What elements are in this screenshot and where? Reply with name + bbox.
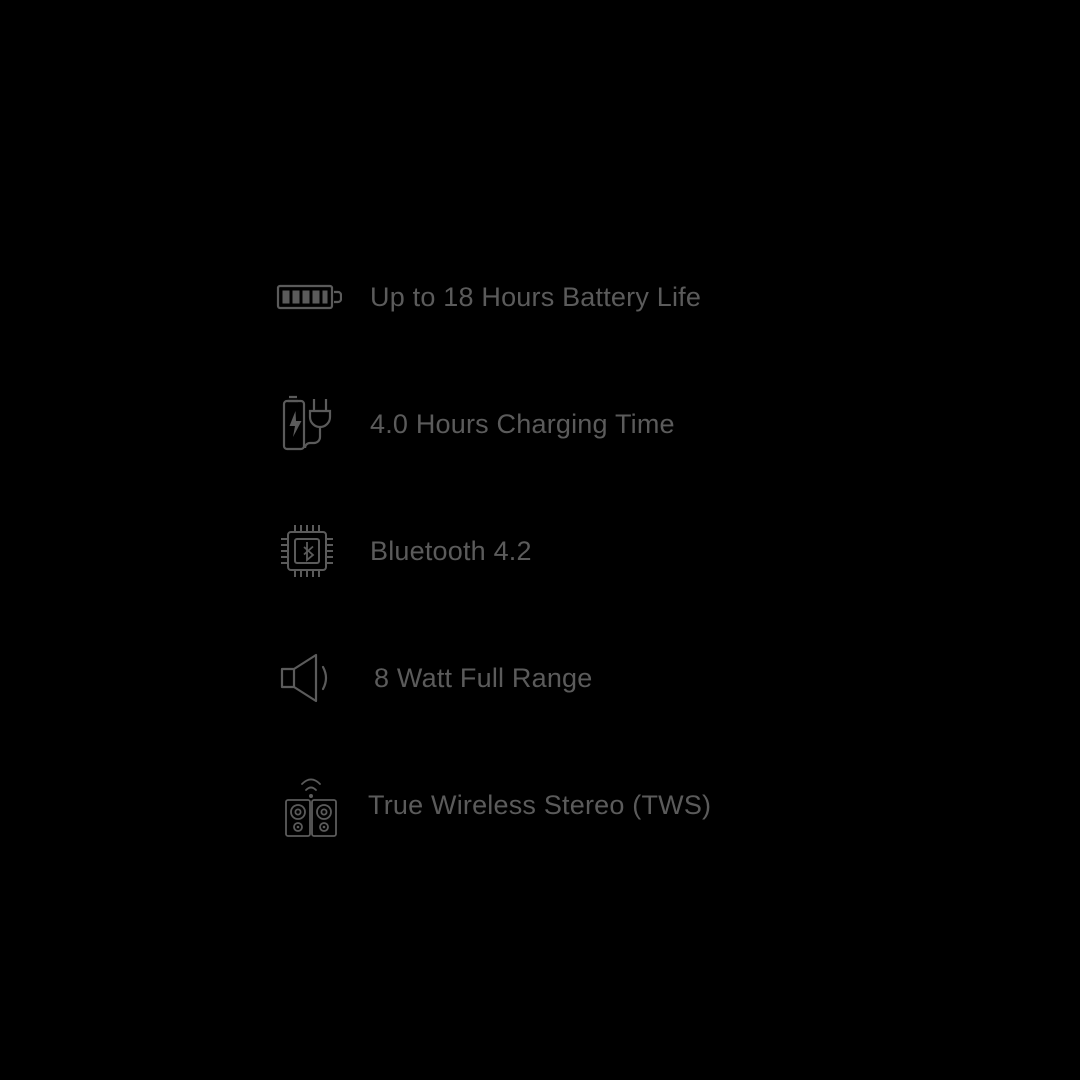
feature-list bbox=[276, 258, 1036, 844]
list-item bbox=[276, 258, 1036, 336]
list-item bbox=[276, 385, 1036, 463]
battery-icon bbox=[276, 275, 348, 319]
list-item-label: 4.0 Hours Charging Time bbox=[370, 408, 675, 439]
list-item bbox=[276, 512, 1036, 590]
battery-charging-plug-icon bbox=[276, 393, 348, 455]
wireless-stereo-speakers-icon bbox=[276, 770, 348, 840]
speaker-volume-icon bbox=[276, 647, 348, 709]
list-item-label: Bluetooth 4.2 bbox=[370, 535, 532, 566]
bluetooth-chip-icon bbox=[276, 520, 348, 582]
list-item bbox=[276, 639, 1036, 717]
list-item-label: Up to 18 Hours Battery Life bbox=[370, 281, 702, 312]
list-item bbox=[276, 766, 1036, 844]
list-item-label: 8 Watt Full Range bbox=[374, 662, 593, 693]
list-item-label: True Wireless Stereo (TWS) bbox=[368, 789, 712, 820]
